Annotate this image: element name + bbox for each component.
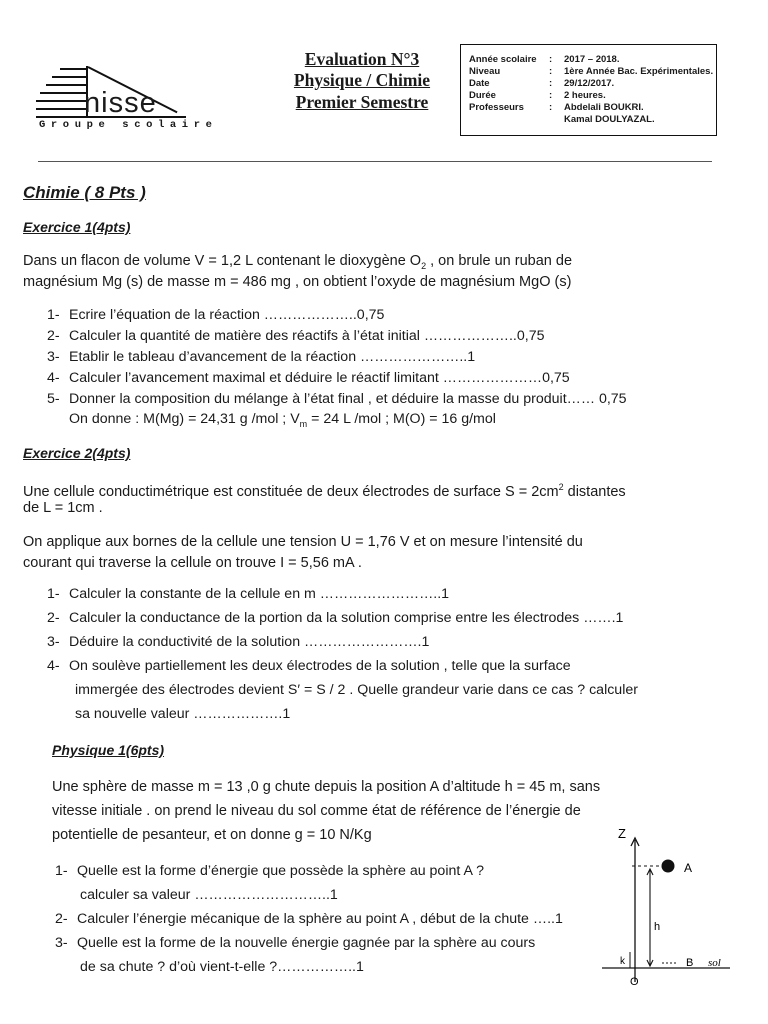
header-divider xyxy=(38,161,712,162)
physique-statement-line1: Une sphère de masse m = 13 ,0 g chute depuis la position A d’altitude h = 45 m, sans xyxy=(52,779,601,795)
physique-statement-line2: vitesse initiale . on prend le niveau du sol comme état de référence de l’énergie de xyxy=(52,803,581,819)
exercise2-title: Exercice 2(4pts) xyxy=(23,445,131,461)
sphere-point-a xyxy=(662,860,675,873)
chimie-section-title: Chimie ( 8 Pts ) xyxy=(23,183,146,202)
phys-question-1-line2: calculer sa valeur ………………………..1 xyxy=(80,887,338,903)
subject-title: Physique / Chimie xyxy=(293,70,431,90)
exercise2-statement-line4: courant qui traverse la cellule on trouve I = 5,56 mA . xyxy=(23,555,362,571)
exercise1-statement-line2: magnésium Mg (s) de masse m = 486 mg , on obtient l’oxyde de magnésium MgO (s) xyxy=(23,274,572,290)
unit-vector-k-label: k xyxy=(620,956,625,967)
exercise2-statement-line2: de L = 1cm . xyxy=(23,500,103,516)
z-axis-label: Z xyxy=(618,826,626,841)
origin-label: O xyxy=(630,976,639,988)
ex2-question-4-line3: sa nouvelle valeur ……………….1 xyxy=(75,706,291,722)
point-b-label: B xyxy=(686,957,694,969)
physique-statement-line3: potentielle de pesanteur, et on donne g = 10 N/Kg xyxy=(52,827,372,843)
exercise2-statement-line1: Une cellule conductimétrique est constituée de deux électrodes de surface $S = 2cm^2$ distantes xyxy=(23,482,626,500)
point-a-label: A xyxy=(684,861,693,875)
ground-label: sol xyxy=(708,957,721,969)
ex1-given-data: On donne : M(Mg) = 24,31 g /mol ; $V_m = 24$ L /mol ; M(O) = 16 g/mol xyxy=(69,411,496,429)
exercise1-title: Exercice 1(4pts) xyxy=(23,219,131,235)
height-label: h xyxy=(654,921,661,933)
ex2-question-4-line2: immergée des électrodes devient S′ = S / 2 . Quelle grandeur varie dans ce cas ? calculer xyxy=(75,682,638,698)
semester-title: Premier Semestre xyxy=(295,92,429,112)
logo-subtitle: Groupe scolaire xyxy=(39,119,218,131)
phys-question-3-line2: de sa chute ? d’où vient-t-elle ?……………..1 xyxy=(80,959,364,975)
evaluation-title: Evaluation N°3 xyxy=(304,49,420,69)
exercise1-statement-line1: Dans un flacon de volume V = 1,2 L contenant le dioxygène $O_2$ , on brule un ruban de xyxy=(23,253,573,271)
info-box: Année scolaire : 2017 – 2018. Niveau : 1ère Année Bac. Expérimentales. Date : 29/12/2017. Durée : 2 heures. Professeurs : Abdelali BOUKRI. Kamal DOULYAZAL. xyxy=(460,44,717,136)
physique-section-title: Physique 1(6pts) xyxy=(52,742,165,758)
logo-word: nisse xyxy=(84,87,157,119)
falling-sphere-figure xyxy=(590,820,740,988)
exercise2-statement-line3: On applique aux bornes de la cellule une tension U = 1,76 V et on mesure l’intensité du xyxy=(23,534,583,550)
